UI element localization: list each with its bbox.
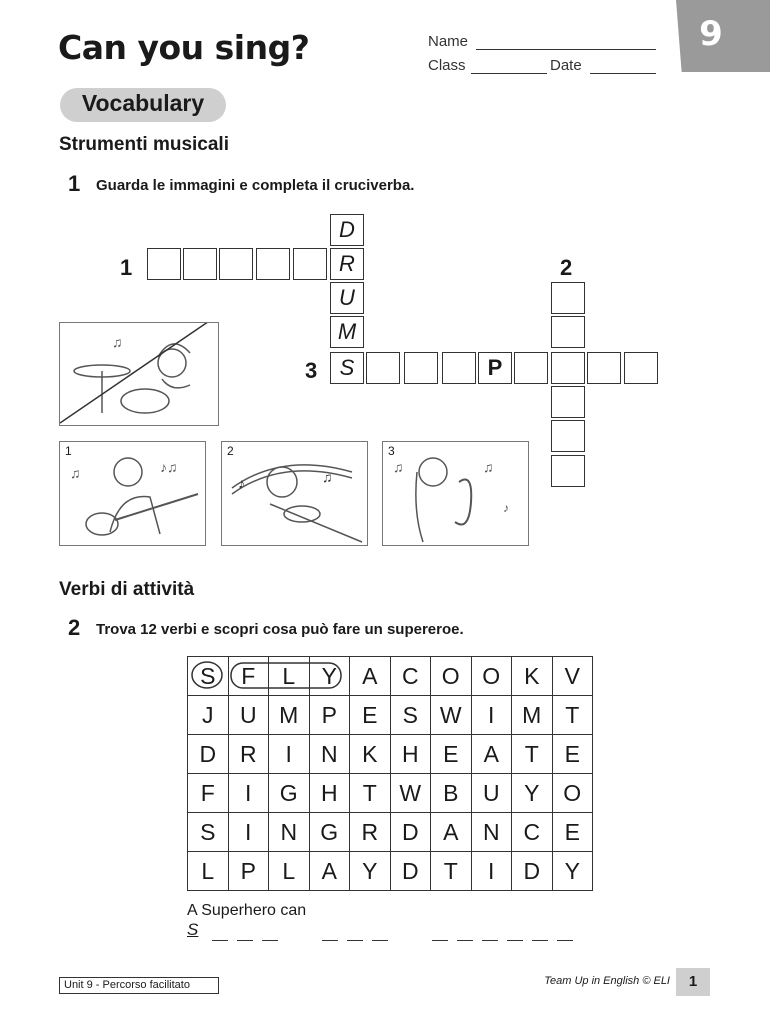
grid-cell[interactable]: Y bbox=[309, 657, 350, 696]
grid-cell[interactable]: G bbox=[309, 813, 350, 852]
answer-blank[interactable] bbox=[372, 940, 388, 941]
grid-cell[interactable]: Y bbox=[552, 852, 593, 891]
grid-cell[interactable]: T bbox=[431, 852, 472, 891]
grid-cell[interactable]: H bbox=[309, 774, 350, 813]
grid-cell[interactable]: M bbox=[512, 696, 553, 735]
exercise-2-instruction: Trova 12 verbi e scopri cosa può fare un supereroe. bbox=[96, 621, 464, 638]
clue-number-3: 3 bbox=[305, 358, 318, 383]
grid-cell[interactable]: T bbox=[552, 696, 593, 735]
answer-blank[interactable] bbox=[262, 940, 278, 941]
date-label: Date bbox=[550, 57, 582, 74]
grid-cell[interactable]: I bbox=[269, 735, 310, 774]
grid-cell[interactable]: V bbox=[552, 657, 593, 696]
picture-number: 2 bbox=[227, 444, 234, 458]
grid-cell[interactable]: A bbox=[431, 813, 472, 852]
grid-row bbox=[188, 774, 593, 813]
unit-number: 9 bbox=[699, 14, 723, 54]
grid-cell[interactable]: N bbox=[269, 813, 310, 852]
grid-cell[interactable]: C bbox=[512, 813, 553, 852]
grid-cell[interactable]: D bbox=[512, 852, 553, 891]
grid-cell[interactable]: K bbox=[350, 735, 391, 774]
grid-cell[interactable]: O bbox=[552, 774, 593, 813]
answer-blank[interactable] bbox=[432, 940, 448, 941]
violin-picture bbox=[221, 441, 368, 546]
svg-text:♫: ♫ bbox=[112, 334, 123, 350]
class-field[interactable] bbox=[471, 73, 547, 74]
grid-cell[interactable]: G bbox=[269, 774, 310, 813]
answer-blank[interactable] bbox=[457, 940, 473, 941]
crossword-cell[interactable] bbox=[256, 248, 290, 280]
circle-fly-mark bbox=[231, 663, 341, 688]
grid-cell[interactable]: U bbox=[471, 774, 512, 813]
answer-label: A Superhero can bbox=[187, 902, 307, 919]
circle-s-mark bbox=[192, 662, 222, 688]
grid-cell[interactable]: E bbox=[552, 813, 593, 852]
date-field[interactable] bbox=[590, 73, 656, 74]
grid-cell[interactable]: F bbox=[228, 657, 269, 696]
name-label: Name bbox=[428, 33, 469, 50]
grid-cell[interactable]: O bbox=[471, 657, 512, 696]
grid-cell[interactable]: B bbox=[431, 774, 472, 813]
picture-number: 3 bbox=[388, 444, 395, 458]
crossword-cell[interactable] bbox=[551, 420, 585, 452]
grid-cell[interactable]: E bbox=[350, 696, 391, 735]
answer-blank[interactable] bbox=[212, 940, 228, 941]
grid-cell[interactable]: L bbox=[188, 852, 229, 891]
crossword-cell: M bbox=[330, 316, 364, 348]
grid-cell[interactable]: Y bbox=[350, 852, 391, 891]
crossword-cell: P bbox=[478, 352, 512, 384]
section-heading-instruments: Strumenti musicali bbox=[59, 134, 229, 155]
grid-cell[interactable]: F bbox=[188, 774, 229, 813]
crossword-cell[interactable] bbox=[551, 316, 585, 348]
saxophone-girl-icon bbox=[383, 442, 528, 545]
crossword-cell[interactable] bbox=[293, 248, 327, 280]
crossword-cell[interactable] bbox=[366, 352, 400, 384]
grid-cell[interactable]: D bbox=[390, 813, 431, 852]
grid-cell[interactable]: D bbox=[390, 852, 431, 891]
crossword-cell[interactable] bbox=[587, 352, 621, 384]
answer-blank[interactable] bbox=[237, 940, 253, 941]
exercise-2-number: 2 bbox=[68, 615, 81, 640]
crossword-cell[interactable] bbox=[147, 248, 181, 280]
grid-cell[interactable]: R bbox=[228, 735, 269, 774]
grid-cell[interactable]: Y bbox=[512, 774, 553, 813]
violin-boy-icon bbox=[222, 442, 367, 545]
grid-cell[interactable]: M bbox=[269, 696, 310, 735]
grid-cell[interactable]: N bbox=[471, 813, 512, 852]
grid-cell[interactable]: O bbox=[431, 657, 472, 696]
crossword-cell[interactable] bbox=[219, 248, 253, 280]
crossword-cell: D bbox=[330, 214, 364, 246]
drums-illustration bbox=[59, 322, 219, 426]
guitar-picture bbox=[59, 441, 206, 546]
crossword-cell[interactable] bbox=[551, 352, 585, 384]
grid-cell[interactable]: L bbox=[269, 657, 310, 696]
grid-cell[interactable]: T bbox=[350, 774, 391, 813]
class-label: Class bbox=[428, 57, 466, 74]
exercise-1-number: 1 bbox=[68, 171, 81, 196]
page-number: 1 bbox=[676, 968, 710, 996]
example-circles bbox=[187, 656, 347, 696]
section-heading-verbs: Verbi di attività bbox=[59, 579, 195, 600]
grid-row bbox=[188, 852, 593, 891]
svg-text:♪: ♪ bbox=[238, 475, 245, 491]
saxophone-picture bbox=[382, 441, 529, 546]
grid-row bbox=[188, 813, 593, 852]
grid-cell[interactable]: S bbox=[188, 813, 229, 852]
grid-cell[interactable]: D bbox=[188, 735, 229, 774]
crossword-cell: U bbox=[330, 282, 364, 314]
grid-cell[interactable]: H bbox=[390, 735, 431, 774]
grid-cell[interactable]: W bbox=[431, 696, 472, 735]
grid-row bbox=[188, 735, 593, 774]
grid-cell[interactable]: T bbox=[512, 735, 553, 774]
grid-cell[interactable]: P bbox=[228, 852, 269, 891]
grid-cell[interactable]: I bbox=[228, 813, 269, 852]
footer-credit: Team Up in English © ELI bbox=[544, 975, 670, 987]
answer-blank[interactable] bbox=[557, 940, 573, 941]
grid-cell[interactable]: N bbox=[309, 735, 350, 774]
svg-text:♫: ♫ bbox=[393, 459, 404, 475]
grid-cell[interactable]: I bbox=[228, 774, 269, 813]
svg-text:♫: ♫ bbox=[483, 459, 494, 475]
svg-text:♫: ♫ bbox=[322, 469, 333, 485]
grid-cell[interactable]: I bbox=[471, 852, 512, 891]
grid-cell[interactable]: C bbox=[390, 657, 431, 696]
drummer-girl-icon bbox=[60, 323, 218, 425]
answer-first-letter: S bbox=[187, 920, 199, 939]
answer-blank[interactable] bbox=[347, 940, 363, 941]
vocabulary-badge-label: Vocabulary bbox=[81, 90, 205, 116]
answer-blank[interactable] bbox=[482, 940, 498, 941]
crossword-cell[interactable] bbox=[551, 455, 585, 487]
grid-cell[interactable]: A bbox=[309, 852, 350, 891]
grid-cell[interactable]: I bbox=[471, 696, 512, 735]
grid-cell[interactable]: L bbox=[269, 852, 310, 891]
grid-cell[interactable]: W bbox=[390, 774, 431, 813]
grid-row bbox=[188, 696, 593, 735]
picture-number: 1 bbox=[65, 444, 72, 458]
crossword-cell: R bbox=[330, 248, 364, 280]
svg-text:♪: ♪ bbox=[503, 501, 509, 515]
guitar-boy-icon bbox=[60, 442, 205, 545]
grid-cell[interactable]: K bbox=[512, 657, 553, 696]
grid-cell[interactable]: U bbox=[228, 696, 269, 735]
crossword-cell[interactable] bbox=[183, 248, 217, 280]
grid-cell[interactable]: A bbox=[350, 657, 391, 696]
clue-number-2: 2 bbox=[560, 255, 573, 280]
crossword-cell[interactable] bbox=[404, 352, 438, 384]
clue-number-1: 1 bbox=[120, 255, 133, 280]
answer-blank[interactable] bbox=[322, 940, 338, 941]
grid-cell[interactable]: E bbox=[431, 735, 472, 774]
crossword-cell: S bbox=[330, 352, 364, 384]
grid-cell[interactable]: J bbox=[188, 696, 229, 735]
exercise-1-instruction: Guarda le immagini e completa il cruciverba. bbox=[96, 177, 415, 194]
grid-cell[interactable]: R bbox=[350, 813, 391, 852]
grid-cell[interactable]: S bbox=[390, 696, 431, 735]
crossword-cell[interactable] bbox=[551, 386, 585, 418]
grid-cell[interactable]: P bbox=[309, 696, 350, 735]
page-title: Can you sing? bbox=[58, 28, 310, 67]
crossword-cell[interactable] bbox=[624, 352, 658, 384]
crossword-cell[interactable] bbox=[442, 352, 476, 384]
grid-cell[interactable]: E bbox=[552, 735, 593, 774]
crossword-cell[interactable] bbox=[514, 352, 548, 384]
crossword-cell[interactable] bbox=[551, 282, 585, 314]
svg-text:♫: ♫ bbox=[70, 465, 81, 481]
footer-unit-box: Unit 9 - Percorso facilitato bbox=[59, 977, 219, 994]
name-field[interactable] bbox=[476, 49, 656, 50]
svg-text:♪♫: ♪♫ bbox=[160, 459, 178, 475]
grid-cell[interactable]: S bbox=[188, 657, 229, 696]
answer-blank[interactable] bbox=[507, 940, 523, 941]
grid-cell[interactable]: A bbox=[471, 735, 512, 774]
answer-blank[interactable] bbox=[532, 940, 548, 941]
